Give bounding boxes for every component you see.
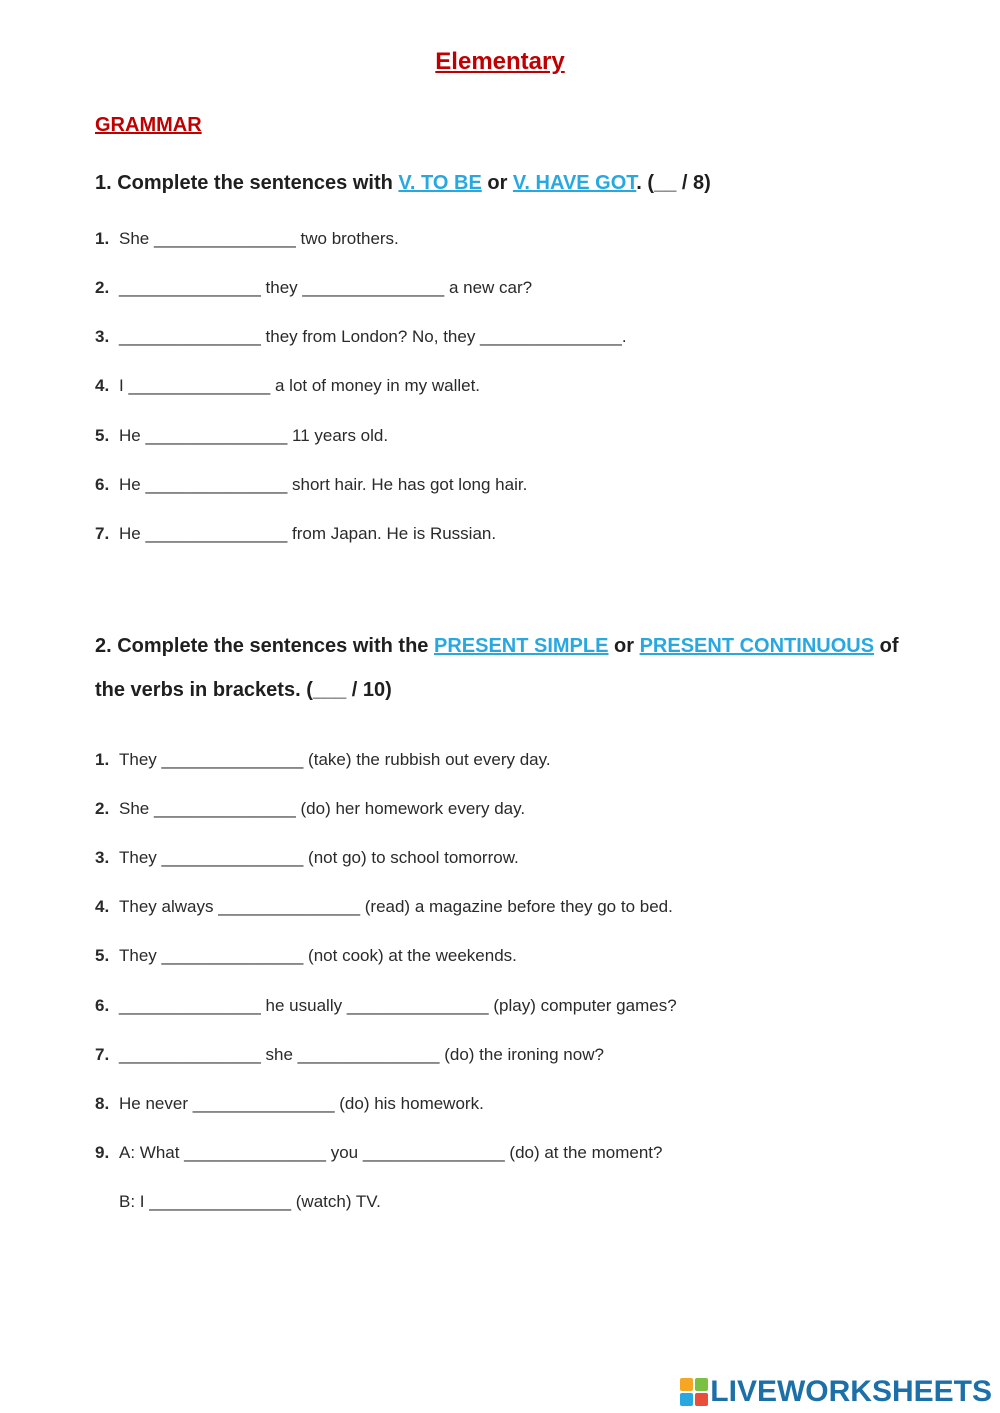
item-number: 6. (95, 475, 110, 494)
heading-or: or (487, 172, 508, 194)
exercise-1-item (95, 278, 532, 298)
exercise-2-item (95, 1045, 604, 1065)
item-text: He _______________ 11 years old. (119, 426, 389, 445)
item-text: They always _______________ (read) a magazine before they go to bed. (119, 897, 673, 916)
item-text: A: What _______________ you _______________ (do) at the moment? (119, 1143, 663, 1162)
item-number: 7. (95, 524, 110, 543)
item-number: 8. (95, 1094, 110, 1113)
item-number: 4. (95, 897, 110, 916)
exercise-1-item (95, 376, 480, 396)
item-number: 3. (95, 327, 110, 346)
item-number: 2. (95, 278, 110, 297)
item-number: 3. (95, 848, 110, 867)
highlight-to-be: V. TO BE (398, 172, 482, 194)
item-number: 5. (95, 946, 110, 965)
item-text: They _______________ (not go) to school tomorrow. (119, 848, 519, 867)
heading-text: 2. Complete the sentences with the (95, 635, 429, 657)
heading-or: or (614, 635, 635, 657)
item-text: He _______________ from Japan. He is Russian. (119, 524, 497, 543)
exercise-2-item (95, 946, 517, 966)
exercise-2-item (95, 1094, 484, 1114)
item-number: 9. (95, 1143, 110, 1162)
exercise-1-heading (95, 172, 711, 195)
item-number: 4. (95, 376, 110, 395)
item-text: _______________ they _______________ a new car? (119, 278, 533, 297)
exercise-1-item (95, 426, 388, 446)
heading-score: of the verbs in brackets. (___ / 10) (95, 635, 899, 701)
item-number: 7. (95, 1045, 110, 1064)
heading-score: . (__ / 8) (636, 172, 711, 194)
item-text: I _______________ a lot of money in my wallet. (119, 376, 481, 395)
exercise-2-item (95, 799, 525, 819)
item-text: He _______________ short hair. He has got long hair. (119, 475, 528, 494)
exercise-1-item (95, 475, 527, 495)
exercise-1-item (95, 229, 399, 249)
item-number: 1. (95, 750, 110, 769)
item-text: They _______________ (take) the rubbish out every day. (119, 750, 551, 769)
worksheet-title: Elementary (435, 48, 565, 75)
exercise-2-item (95, 848, 519, 868)
highlight-present-continuous: PRESENT CONTINUOUS (639, 635, 875, 657)
exercise-2-item-continuation: B: I _______________ (watch) TV. (119, 1192, 381, 1211)
highlight-have-got: V. HAVE GOT (512, 172, 637, 194)
highlight-present-simple: PRESENT SIMPLE (433, 635, 609, 657)
logo-text: LIVEWORKSHEETS (710, 1375, 992, 1408)
exercise-2-item (95, 1143, 662, 1163)
heading-text: 1. Complete the sentences with (95, 172, 393, 194)
liveworksheets-logo-icon (680, 1378, 708, 1406)
exercise-1-item (95, 327, 627, 347)
item-text: _______________ she _______________ (do) the ironing now? (119, 1045, 604, 1064)
item-text: He never _______________ (do) his homework. (119, 1094, 484, 1113)
item-text: _______________ they from London? No, they _______________. (119, 327, 627, 346)
exercise-2-item (95, 897, 673, 917)
exercise-2-item (95, 996, 677, 1016)
item-number: 5. (95, 426, 110, 445)
item-text: _______________ he usually _______________ (play) computer games? (119, 996, 677, 1015)
item-number: 6. (95, 996, 110, 1015)
exercise-1-item (95, 524, 496, 544)
section-heading: GRAMMAR (95, 114, 202, 136)
item-text: She _______________ (do) her homework every day. (119, 799, 526, 818)
exercise-2-item (95, 750, 551, 770)
liveworksheets-logo (680, 1377, 992, 1407)
item-text: She _______________ two brothers. (119, 229, 399, 248)
item-text: They _______________ (not cook) at the weekends. (119, 946, 517, 965)
item-number: 1. (95, 229, 110, 248)
item-number: 2. (95, 799, 110, 818)
exercise-2-heading (95, 624, 925, 712)
